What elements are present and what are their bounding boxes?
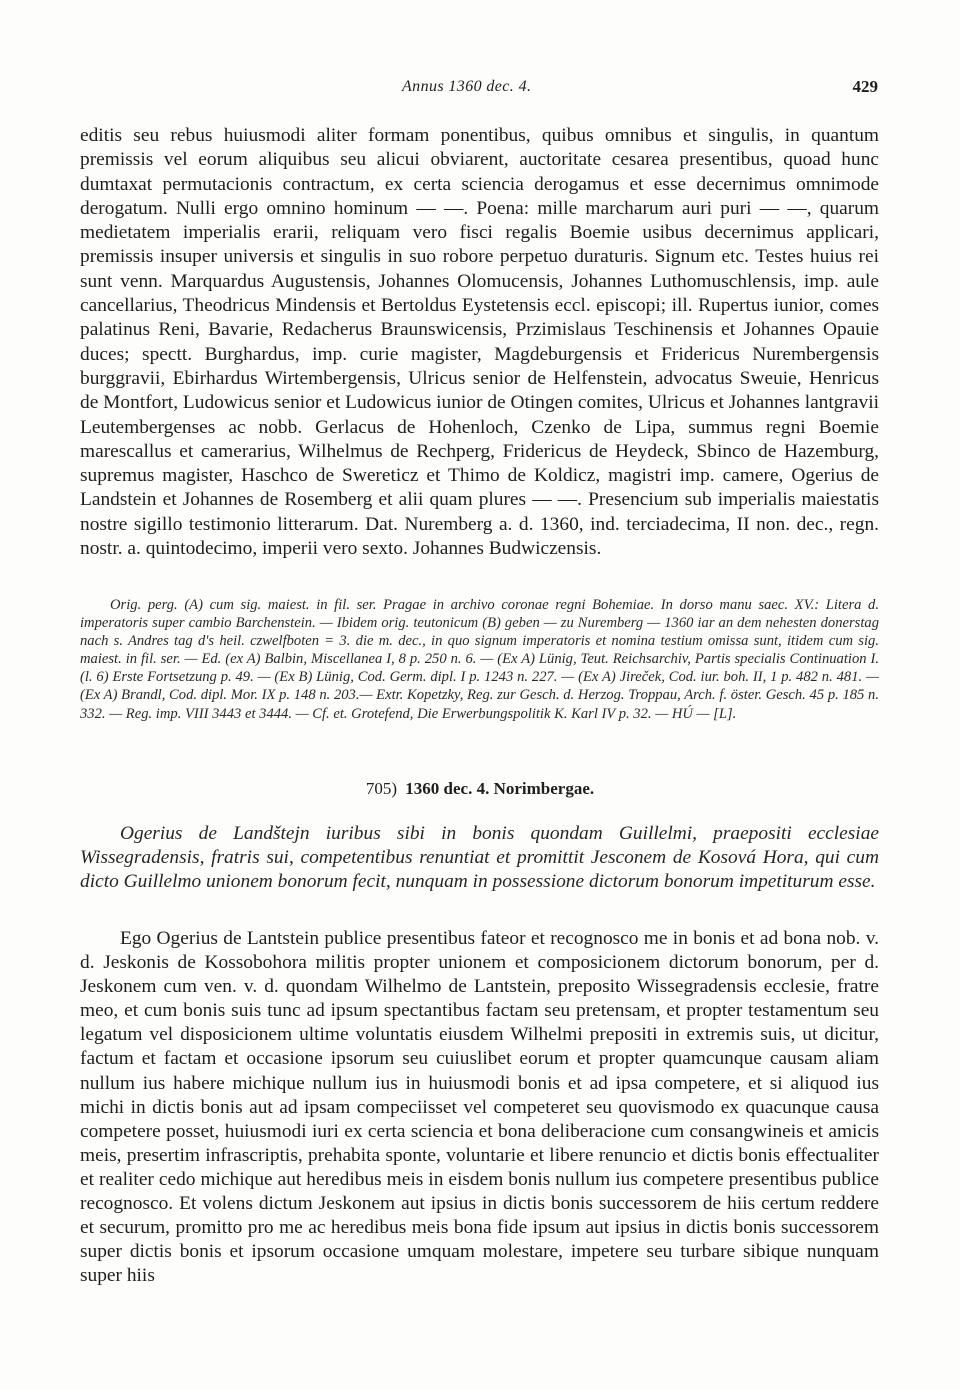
page-header: [0, 78, 960, 102]
apparatus-text: Orig. perg. (A) cum sig. maiest. in fil. ser. Pragae in archivo coronae regni Bohemiae. In dorso manu saec. XV.: Litera d. imperatoris super cambio Barchenstein. — Ibidem orig. teutonicum (B) geben — zu Nuremberg — 1360 iar an dem nehesten donerstag nach s. Andres tag d's heil. czwelfboten = 3. die m. dec., in quo signum imperatoris et nomina testium omissa sunt, itidem cum sig. maiest. in fil. ser. — Ed. (ex A) Balbin, Miscellanea I, 8 p. 250 n. 6. — (Ex A) Lünig, Teut. Reichsarchiv, Partis specialis Continuation I. (l. 6) Erste Fortsetzung p. 49. — (Ex B) Lünig, Cod. Germ. dipl. I p. 1243 n. 227. — (Ex A) Jireček, Cod. iur. boh. II, 1 p. 482 n. 481. — (Ex A) Brandl, Cod. dipl. Mor. IX p. 148 n. 203.— Extr. Kopetzky, Reg. zur Gesch. d. Herzog. Troppau, Arch. f. öster. Gesch. 45 p. 185 n. 332. — Reg. imp. VIII 3443 et 3444. — Cf. et. Grotefend, Die Erwerbungspolitik K. Karl IV p. 32. — HÚ — [L].: [80, 597, 879, 722]
document-number: 705): [365, 779, 398, 798]
document-705-text: Ego Ogerius de Lantstein publice presentibus fateor et recognosco me in bonis et ad bona nob. v. d. Jeskonis de Kossobohora militis propter unionem et composicionem dictorum bonorum, per d. Jeskonem cum ven. v. d. quondam Wilhelmo de Lantstein, preposito Wissegradensis ecclesie, fratre meo, et cum bonis suis tunc ad ipsum spectantibus factam seu pretensam, et propter testamentum seu legatum vel disposicionem ultime voluntatis eiusdem Wilhelmi prepositi in extremis suis, ut dicitur, factum et factam et occasione ipsorum seu cuiuslibet eorum et propter quamcunque causam aliam nullum ius habere michique nullum ius in huiusmodi bonis et ad ipsa competere, et si aliquod ius michi in dictis bonis aut ad ipsam compeciisset vel competeret seu quovismodo ex quacunque causa competere posset, huiusmodi iuri ex certa sciencia et bona deliberacione cum consangwineis et amicis meis, presertim infrascriptis, prehabita sponte, voluntarie et libere renuncio et dictis bonis effectualiter et realiter cedo michique aut heredibus meis in eisdem bonis nullum ius competere presentibus publice recognosco. Et volens dictum Jeskonem aut ipsius in dictis bonis successorem de hiis certum reddere et securum, promitto pro me ac heredibus meis bona fide ipsum aut ipsius in dictis bonis successorem super dictis bonis et ipsorum occasione umquam molestare, impetere seu turbare sibique nunquam super hiis: [80, 928, 879, 1287]
regest: [80, 822, 879, 893]
page-number: 429: [852, 77, 878, 96]
document-705-body: [80, 927, 879, 1288]
document-date: 1360 dec. 4.: [405, 779, 490, 798]
document-704-text: editis seu rebus huiusmodi aliter formam ponentibus, quibus omnibus et singulis, in quantum premissis vel eorum aliquibus seu alicui obviarent, auctoritate cesarea presentibus, quoad hunc dumtaxat permutacionis contractum, ex certa sciencia derogamus et esse decernimus omnimode derogatum. Nulli ergo omnino hominum — —. Poena: mille marcharum auri puri — —, quarum medietatem imperialis erarii, reliquam vero fisci regalis Boemie usibus decernimus applicari, premissis insuper universis et singulis in suo robore perpetuo duraturis. Signum etc. Testes huius rei sunt venn. Marquardus Augustensis, Johannes Olomucensis, Johannes Luthomuschlensis, imp. aule cancellarius, Theodricus Mindensis et Bertoldus Eystetensis eccl. episcopi; ill. Rupertus iunior, comes palatinus Reni, Bavarie, Redacherus Braunswicensis, Przimislaus Teschinensis et Johannes Opauie duces; spectt. Burghardus, imp. curie magister, Magdeburgensis et Fridericus Nurembergensis burggravii, Ebirhardus Wirtembergensis, Ulricus senior de Helfenstein, advocatus Sweuie, Henricus de Montfort, Ludowicus senior et Ludowicus iunior de Otingen comites, Ulricus et Johannes lantgravii Leutembergenses ac nobb. Gerlacus de Hohenloch, Czenko de Lipa, summus regni Boemie marescallus et camerarius, Wilhelmus de Rechperg, Fridericus de Heydeck, Sbinco de Hazemburg, supremus magister, Haschco de Swereticz et Thimo de Koldicz, magistri imp. camere, Ogerius de Landstein et Johannes de Rosemberg et alii quam plures — —. Presencium sub imperialis maiestatis nostre sigillo testimonio litterarum. Dat. Nuremberg a. d. 1360, ind. terciadecima, II non. dec., regn. nostr. a. quintodecimo, imperii vero sexto. Johannes Budwiczensis.: [80, 125, 879, 560]
document-heading: [0, 779, 960, 799]
regest-text: Ogerius de Landštejn iuribus sibi in bonis quondam Guillelmi, praepositi ecclesiae Wissegradensis, fratris sui, competentibus renuntiat et promittit Jesconem de Kosová Hora, qui cum dicto Guillelmo unionem bonorum fecit, nunquam in possessione dictorum bonorum impetiturum esse.: [80, 823, 879, 892]
document-place: Norimbergae.: [493, 779, 595, 798]
document-704-continuation: [80, 124, 879, 561]
apparatus-notes: [80, 596, 879, 723]
running-title: Annus 1360 dec. 4.: [402, 78, 532, 95]
